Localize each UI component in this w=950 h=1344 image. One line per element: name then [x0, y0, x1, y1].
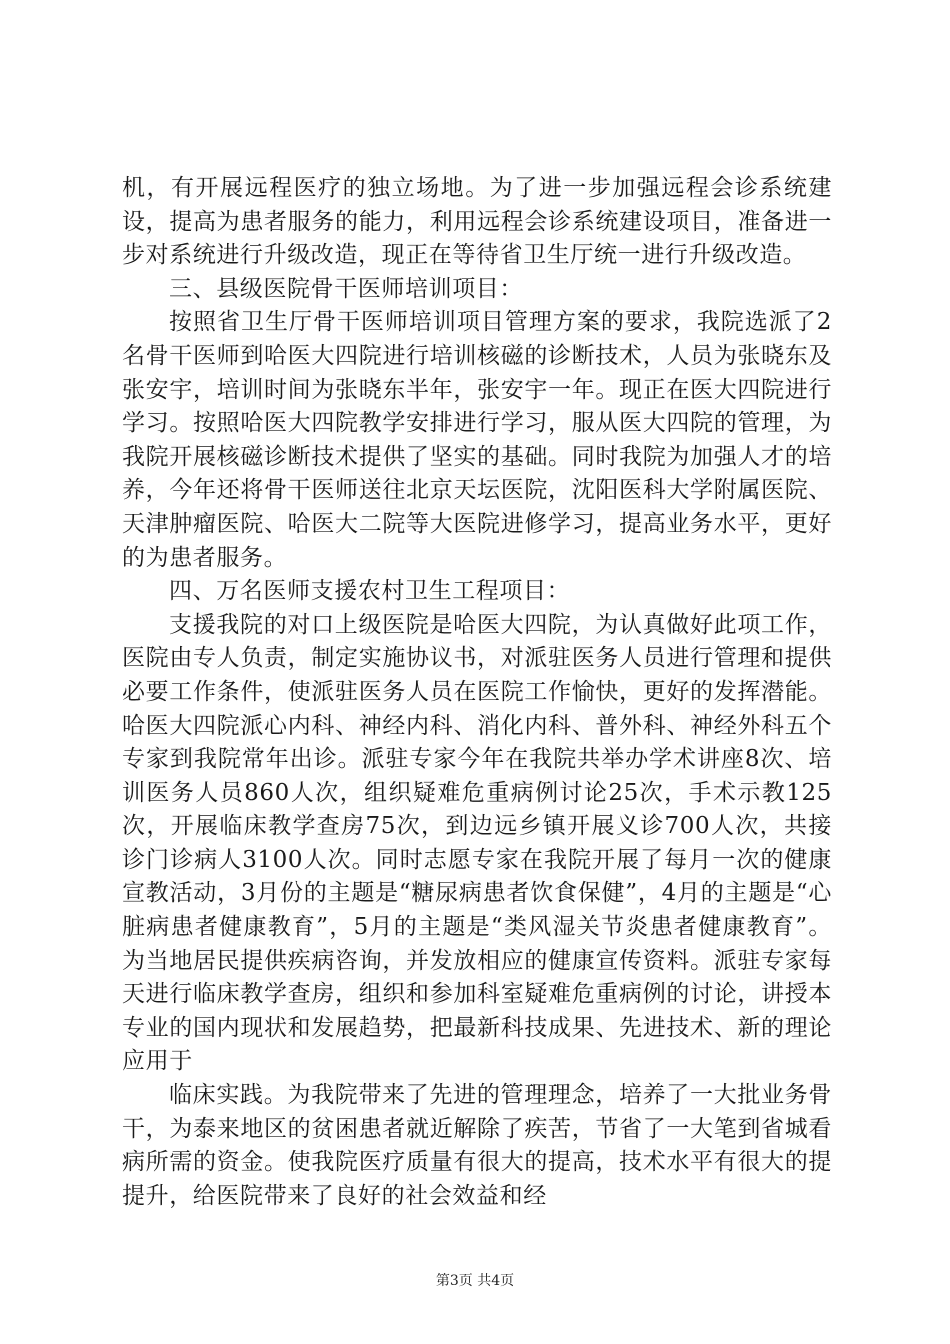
paragraph-training: 按照省卫生厅骨干医师培训项目管理方案的要求，我院选派了2名骨干医师到哈医大四院进行培训核磁的诊断技术，人员为张晓东及张安宇，培训时间为张晓东半年，张安宇一年。现正在医大四院进行学习。按照哈医大四院教学安排进行学习，服从医大四院的管理，为我院开展核磁诊断技术提供了坚实的基础。同时我院为加强人才的培养，今年还将骨干医师送往北京天坛医院，沈阳医科大学附属医院、天津肿瘤医院、哈医大二院等大医院进修学习，提高业务水平，更好的为患者服务。	[122, 309, 832, 571]
paragraph-support: 支援我院的对口上级医院是哈医大四院，为认真做好此项工作，医院由专人负责，制定实施协议书，对派驻医务人员进行管理和提供必要工作条件，使派驻医务人员在医院工作愉快，更好的发挥潜能。哈医大四院派心内科、神经内科、消化内科、普外科、神经外科五个专家到我院常年出诊。派驻专家今年在我院共举办学术讲座8次、培训医务人员860人次，组织疑难危重病例讨论25次，手术示教125次，开展临床教学查房75次，到边远乡镇开展义诊700人次，共接诊门诊病人3100人次。同时志愿专家在我院开展了每月一次的健康宣教活动，3月份的主题是“糖尿病患者饮食保健”，4月的主题是“心脏病患者健康教育”，5月的主题是“类风湿关节炎患者健康教育”。为当地居民提供疾病咨询，并发放相应的健康宣传资料。派驻专家每天进行临床教学查房，组织和参加科室疑难危重病例的讨论，讲授本专业的国内现状和发展趋势，把最新科技成果、先进技术、新的理论应用于	[122, 611, 832, 1075]
section-heading-4: 四、万名医师支援农村卫生工程项目：	[169, 578, 571, 605]
page-number-footer: 第3页 共4页	[435, 1273, 515, 1289]
paragraph-clinical-practice: 临床实践。为我院带来了先进的管理理念，培养了一大批业务骨干，为泰来地区的贫困患者就近解除了疾苦，节省了一大笔到省城看病所需的资金。使我院医疗质量有很大的提高，技术水平有很大的提提升，给医院带来了良好的社会效益和经	[122, 1082, 832, 1209]
paragraph-continuation: 机，有开展远程医疗的独立场地。为了进一步加强远程会诊系统建设，提高为患者服务的能力，利用远程会诊系统建设项目，准备进一步对系统进行升级改造，现正在等待省卫生厅统一进行升级改造。	[122, 175, 832, 269]
document-body	[122, 172, 832, 1213]
section-heading-3: 三、县级医院骨干医师培训项目：	[169, 275, 523, 302]
